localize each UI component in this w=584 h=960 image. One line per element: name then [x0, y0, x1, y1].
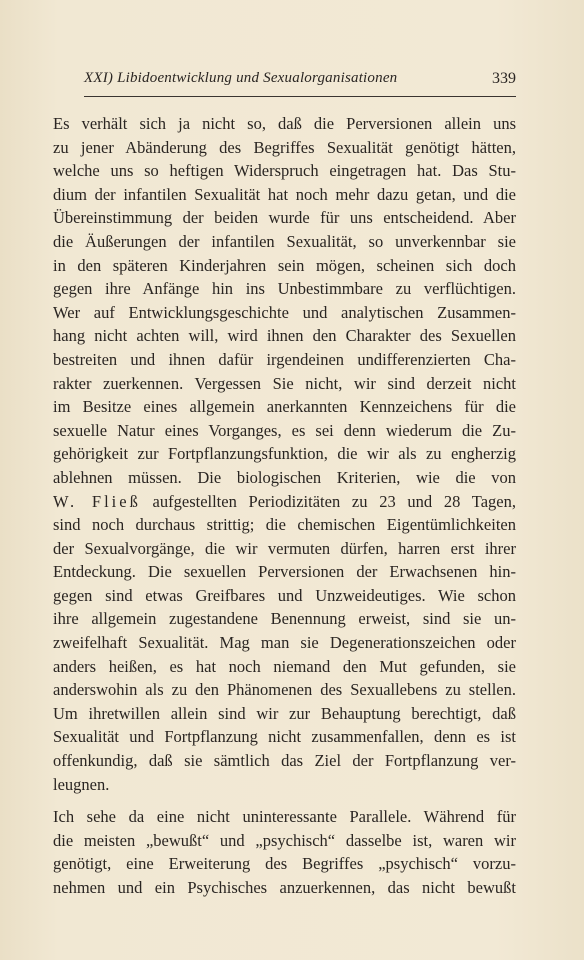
text-line: leugnen.	[53, 774, 110, 794]
text-line: Übereinstimmung der beiden wurde für uns entscheidend. Aber	[53, 208, 516, 228]
text-line: anders heißen, es hat noch niemand den Mut gefunden, sie	[53, 656, 516, 676]
text-line: bestreiten und ihnen dafür irgendeinen undifferenzierten Cha-	[53, 349, 516, 369]
text-line: sexuelle Natur eines Vorganges, es sei denn wiederum die Zu-	[53, 420, 516, 440]
page-number: 339	[492, 70, 516, 87]
text-line: dium der infantilen Sexualität hat noch mehr dazu getan, und die	[53, 184, 516, 204]
text-line: die Äußerungen der infantilen Sexualität, so unverkennbar sie	[53, 231, 516, 251]
text-line: Entdeckung. Die sexuellen Perversionen der Erwachsenen hin-	[53, 562, 516, 582]
text-line	[53, 490, 516, 514]
text-line: Es verhält sich ja nicht so, daß die Perversionen allein uns	[53, 114, 516, 133]
text-line: gegen ihre Anfänge hin ins Unbestimmbare zu verflüchtigen.	[53, 279, 516, 299]
text-line: offenkundig, daß sie sämtlich das Ziel der Fortpflanzung ver-	[53, 751, 516, 771]
text-line: anderswohin als zu den Phänomenen des Sexuallebens zu stellen.	[53, 680, 516, 700]
paragraph-gap	[53, 796, 516, 805]
text-line: die meisten „bewußt“ und „psychisch“ dasselbe ist, waren wir	[53, 830, 516, 850]
text-line: in den späteren Kinderjahren sein mögen, scheinen sich doch	[53, 255, 516, 275]
paragraph-2	[53, 805, 516, 899]
text-line: Um ihretwillen allein sind wir zur Behauptung berechtigt, daß	[53, 703, 516, 723]
text-line: Sexualität und Fortpflanzung nicht zusammenfallen, denn es ist	[53, 727, 516, 747]
text-line: zu jener Abänderung des Begriffes Sexualität genötigt hätten,	[53, 137, 516, 157]
text-line: nehmen und ein Psychisches anzuerkennen, das nicht bewußt	[53, 878, 516, 897]
running-header	[84, 70, 516, 92]
body-text	[53, 112, 516, 900]
text-line: der Sexualvorgänge, die wir vermuten dürfen, harren erst ihrer	[53, 538, 516, 558]
text-line: Ich sehe da eine nicht uninteressante Parallele. Während für	[53, 807, 516, 827]
text-line: sind noch durchaus strittig; die chemischen Eigentümlichkeiten	[53, 515, 516, 535]
paragraph-1	[53, 112, 516, 796]
text-line: ihre allgemein zugestandene Benennung erweist, sind sie un-	[53, 609, 516, 629]
text-line: Wer auf Entwicklungsgeschichte und analytischen Zusammen-	[53, 302, 516, 322]
header-rule	[84, 96, 516, 97]
text-line: gehörigkeit zur Fortpflanzungsfunktion, die wir als zu engherzig	[53, 444, 516, 464]
text-line: welche uns so heftigen Widerspruch eingetragen hat. Das Stu-	[53, 161, 516, 181]
text-line: gegen sind etwas Greifbares und Unzweideutiges. Wie schon	[53, 585, 516, 605]
text-line-rest: aufgestellten Periodizitäten zu 23 und 28 Tagen,	[152, 491, 516, 511]
author-name-spaced: W. Fließ	[53, 491, 141, 511]
text-line: rakter zuerkennen. Vergessen Sie nicht, wir sind derzeit nicht	[53, 373, 516, 393]
text-line: hang nicht achten will, wird ihnen den Charakter des Sexuellen	[53, 326, 516, 346]
text-line: ablehnen müssen. Die biologischen Kriterien, wie die von	[53, 467, 516, 487]
running-title: XXI) Libidoentwicklung und Sexualorganisationen	[84, 70, 398, 86]
text-line: im Besitze eines allgemein anerkannten Kennzeichens für die	[53, 397, 516, 417]
text-line: genötigt, eine Erweiterung des Begriffes „psychisch“ vorzu-	[53, 854, 516, 874]
text-line: zweifelhaft Sexualität. Mag man sie Degenerationszeichen oder	[53, 633, 516, 653]
